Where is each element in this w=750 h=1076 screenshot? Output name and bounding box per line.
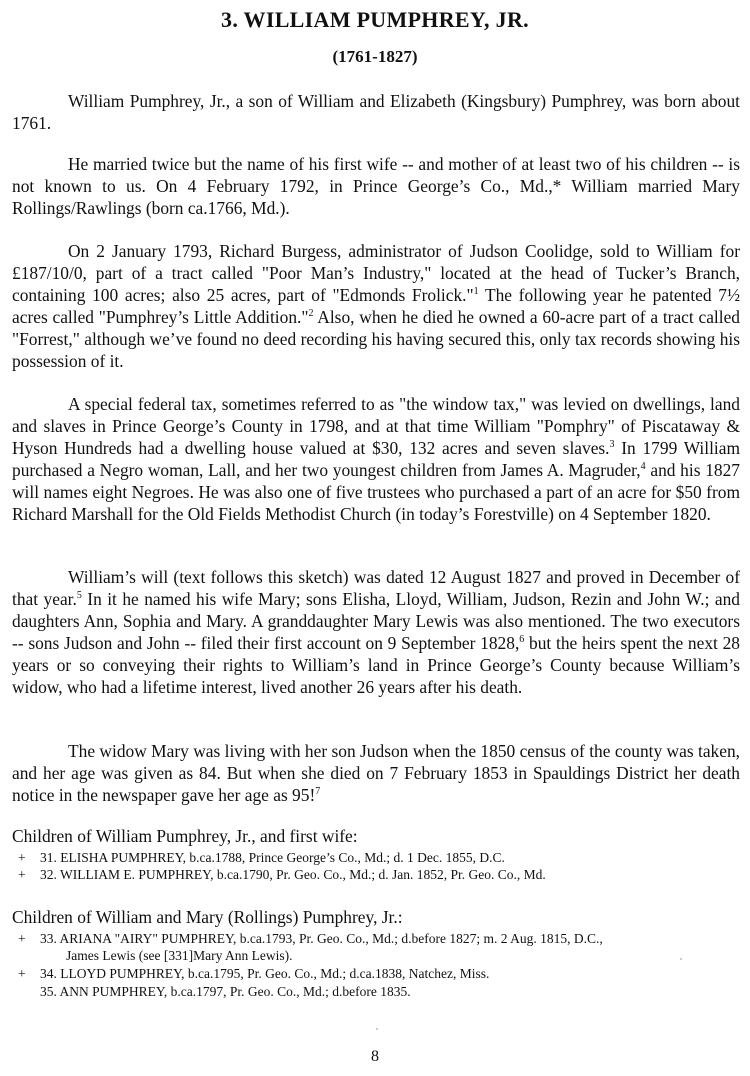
footnote-marker: 1 xyxy=(473,286,479,298)
footnote-marker: 2 xyxy=(308,308,314,320)
footnote-marker: 5 xyxy=(76,590,82,602)
descendant-marker: + xyxy=(18,931,26,946)
paragraph-birth: William Pumphrey, Jr., a son of William and Elizabeth (Kingsbury) Pumphrey, was born about 1761. xyxy=(12,91,740,133)
footnote-marker: 7 xyxy=(315,786,321,798)
child-text: 32. WILLIAM E. PUMPHREY, b.ca.1790, Pr. Geo. Co., Md.; d. Jan. 1852, Pr. Geo. Co., Md. xyxy=(40,867,546,882)
child-entry xyxy=(18,983,743,1000)
paragraph-marriage: He married twice but the name of his first wife -- and mother of at least two of his children -- is not known to us. On 4 February 1792, in Prince George’s Co., Md.,* William married Mary Rollings/Rawlings (born ca.1766, Md.). xyxy=(12,154,740,218)
life-dates: (1761-1827) xyxy=(332,47,418,66)
child-text: 33. ARIANA "AIRY" PUMPHREY, b.ca.1793, Pr. Geo. Co., Md.; d.before 1827; m. 2 Aug. 1815, D.C., xyxy=(40,931,603,946)
paragraph-text: A special federal tax, sometimes referred to as "the window tax," was levied on dwellings, land and slaves in Prince George’s County in 1798, and at that time William "Pomphry" of Piscataway & Hyson Hundreds had a dwelling house valued at $30, 132 acres and seven slaves. xyxy=(12,394,740,458)
paragraph-text: The following year he patented 7½ acres called "Pumphrey’s Little Addition." xyxy=(12,285,740,327)
scan-speck xyxy=(376,1028,378,1030)
page-title: 3. WILLIAM PUMPHREY, JR. xyxy=(221,7,529,32)
child-text: 34. LLOYD PUMPHREY, b.ca.1795, Pr. Geo. Co., Md.; d.ca.1838, Natchez, Miss. xyxy=(40,966,490,981)
paragraph-text: In it he named his wife Mary; sons Elisha, Lloyd, William, Judson, Rezin and John W.; and daughters Ann, Sophia and Mary. A granddaughter Mary Lewis was also mentioned. The two executors -- sons Judson and John -- filed their first account on 9 September 1828, xyxy=(12,589,740,653)
paragraph-text: On 2 January 1793, Richard Burgess, administrator of Judson Coolidge, sold to William for £187/10/0, part of a tract called "Poor Man’s Industry," located at the head of Tucker’s Branch, containing 100 acres; also 25 acres, part of "Edmonds Frolick." xyxy=(12,241,740,305)
child-text: 31. ELISHA PUMPHREY, b.ca.1788, Prince George’s Co., Md.; d. 1 Dec. 1855, D.C. xyxy=(40,850,505,865)
paragraph-text: Also, when he died he owned a 60-acre part of a tract called "Forrest," although we’ve found no deed recording his having secured this, only tax records showing his possession of it. xyxy=(12,307,740,371)
children-heading-first-wife: Children of William Pumphrey, Jr., and first wife: xyxy=(12,826,358,846)
paragraph-land xyxy=(12,240,740,372)
paragraph-window-tax xyxy=(12,393,740,525)
child-entry xyxy=(18,849,743,866)
footnote-marker: 3 xyxy=(609,439,615,451)
paragraph-will xyxy=(12,566,740,698)
children-heading-second-wife: Children of William and Mary (Rollings) Pumphrey, Jr.: xyxy=(12,907,403,927)
paragraph-text: In 1799 William purchased a Negro woman, Lall, and her two youngest children from James A. Magruder, xyxy=(12,438,740,480)
paragraph-text: but the heirs spent the next 28 years or so conveying their rights to William’s land in Prince George’s County because William’s widow, who had a lifetime interest, lived another 26 years after his death. xyxy=(12,633,740,697)
descendant-marker: + xyxy=(18,867,26,882)
page-number: 8 xyxy=(371,1048,379,1065)
paragraph-widow xyxy=(12,740,740,806)
child-text: 35. ANN PUMPHREY, b.ca.1797, Pr. Geo. Co., Md.; d.before 1835. xyxy=(40,984,411,999)
descendant-marker: + xyxy=(18,850,26,865)
child-entry xyxy=(18,930,743,964)
child-entry xyxy=(18,965,743,982)
child-entry xyxy=(18,866,743,883)
descendant-marker: + xyxy=(18,966,26,981)
paragraph-text: and his 1827 will names eight Negroes. He was also one of five trustees who purchased a part of an acre for $50 from Richard Marshall for the Old Fields Methodist Church (in today’s Forestville) on 4 September 1820. xyxy=(12,460,740,524)
child-text-continuation: James Lewis (see [331]Mary Ann Lewis). xyxy=(66,948,293,963)
paragraph-text: The widow Mary was living with her son Judson when the 1850 census of the county was taken, and her age was given as 84. But when she died on 7 February 1853 in Spauldings District her death notice in the newspaper gave her age as 95! xyxy=(12,741,740,805)
paragraph-text: William’s will (text follows this sketch) was dated 12 August 1827 and proved in December of that year. xyxy=(12,567,740,609)
footnote-marker: 4 xyxy=(640,461,646,473)
scan-speck xyxy=(680,958,682,960)
footnote-marker: 6 xyxy=(519,634,525,646)
